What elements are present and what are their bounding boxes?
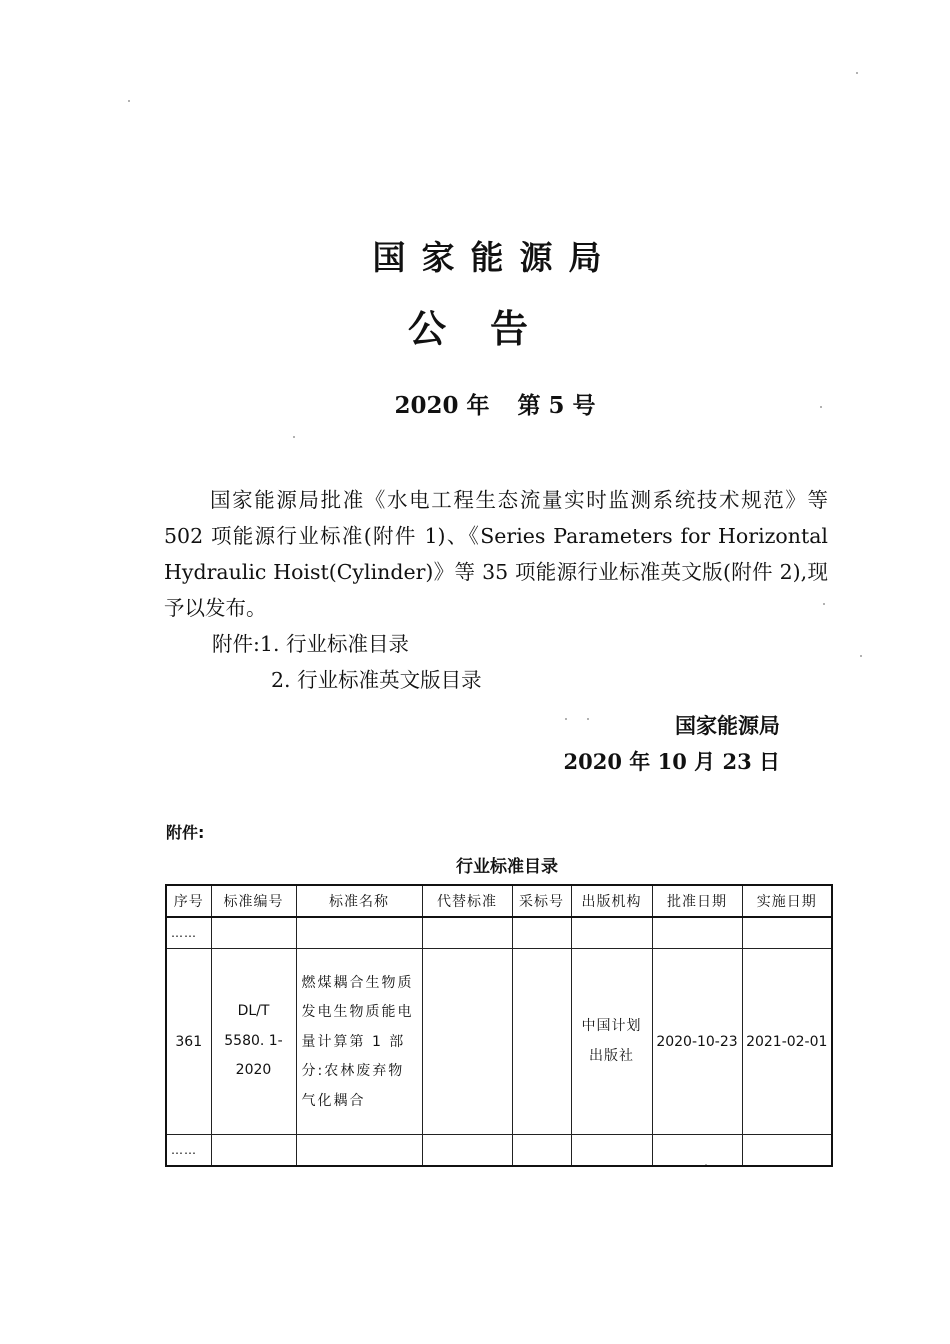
column-header: 标准名称 xyxy=(296,885,422,917)
annex-label: 附件: xyxy=(166,823,205,842)
publisher-line: 中国计划 xyxy=(581,1018,642,1034)
publisher-cell xyxy=(571,949,652,1135)
standard-code-line: 5580. 1- xyxy=(224,1032,283,1049)
attachment-item-1: 附件:1. 行业标准目录 xyxy=(212,632,409,656)
publisher-line: 出版社 xyxy=(589,1047,634,1064)
issue-no: 第 5 号 xyxy=(517,392,596,419)
column-header: 批准日期 xyxy=(652,885,742,917)
issue-number xyxy=(0,387,950,420)
column-header: 标准编号 xyxy=(211,885,296,917)
column-header: 序号 xyxy=(166,885,211,917)
column-header: 实施日期 xyxy=(742,885,832,917)
effective-date-cell: 2021-02-01 xyxy=(742,949,832,1135)
scan-speck xyxy=(128,100,130,102)
scan-speck xyxy=(860,655,862,657)
column-header: 出版机构 xyxy=(571,885,652,917)
table-row-ellipsis xyxy=(166,1135,832,1167)
scan-speck xyxy=(856,72,858,74)
standard-code-line: DL/T xyxy=(237,1003,270,1020)
ellipsis-cell: …… xyxy=(166,917,211,949)
ellipsis-cell: …… xyxy=(166,1135,211,1167)
signature-issuer: 国家能源局 xyxy=(675,714,780,738)
scan-speck xyxy=(587,718,589,720)
adopted-number-cell xyxy=(512,949,571,1135)
standards-table xyxy=(165,884,833,1167)
issue-year: 2020 年 xyxy=(394,392,490,419)
scan-speck xyxy=(565,718,567,720)
table-header-row xyxy=(166,885,832,917)
standard-code-line: 2020 xyxy=(235,1062,272,1079)
table-title: 行业标准目录 xyxy=(456,857,558,877)
column-header: 代替标准 xyxy=(422,885,512,917)
attachment-item-2: 2. 行业标准英文版目录 xyxy=(271,668,482,692)
approval-date-cell: 2020-10-23 xyxy=(652,949,742,1135)
column-header: 采标号 xyxy=(512,885,571,917)
standard-code-cell xyxy=(211,949,296,1135)
standard-name-cell: 燃煤耦合生物质发电生物质能电量计算第 1 部分:农林废弃物气化耦合 xyxy=(296,949,422,1135)
seq-cell: 361 xyxy=(166,949,211,1135)
replaced-standard-cell xyxy=(422,949,512,1135)
notice-title: 公告 xyxy=(407,307,572,351)
scan-speck xyxy=(293,436,295,438)
agency-title: 国家能源局 xyxy=(372,238,618,277)
notice-body: 国家能源局批准《水电工程生态流量实时监测系统技术规范》等 502 项能源行业标准(附件 1)、《Series Parameters for Horizontal Hydraulic Hoist(Cylinder)》等 35 项能源行业标准英文版(附件 2),现予以发布。 xyxy=(164,488,828,620)
signature-date: 2020 年 10 月 23 日 xyxy=(563,749,780,774)
table-row-ellipsis xyxy=(166,917,832,949)
table-row xyxy=(166,949,832,1135)
